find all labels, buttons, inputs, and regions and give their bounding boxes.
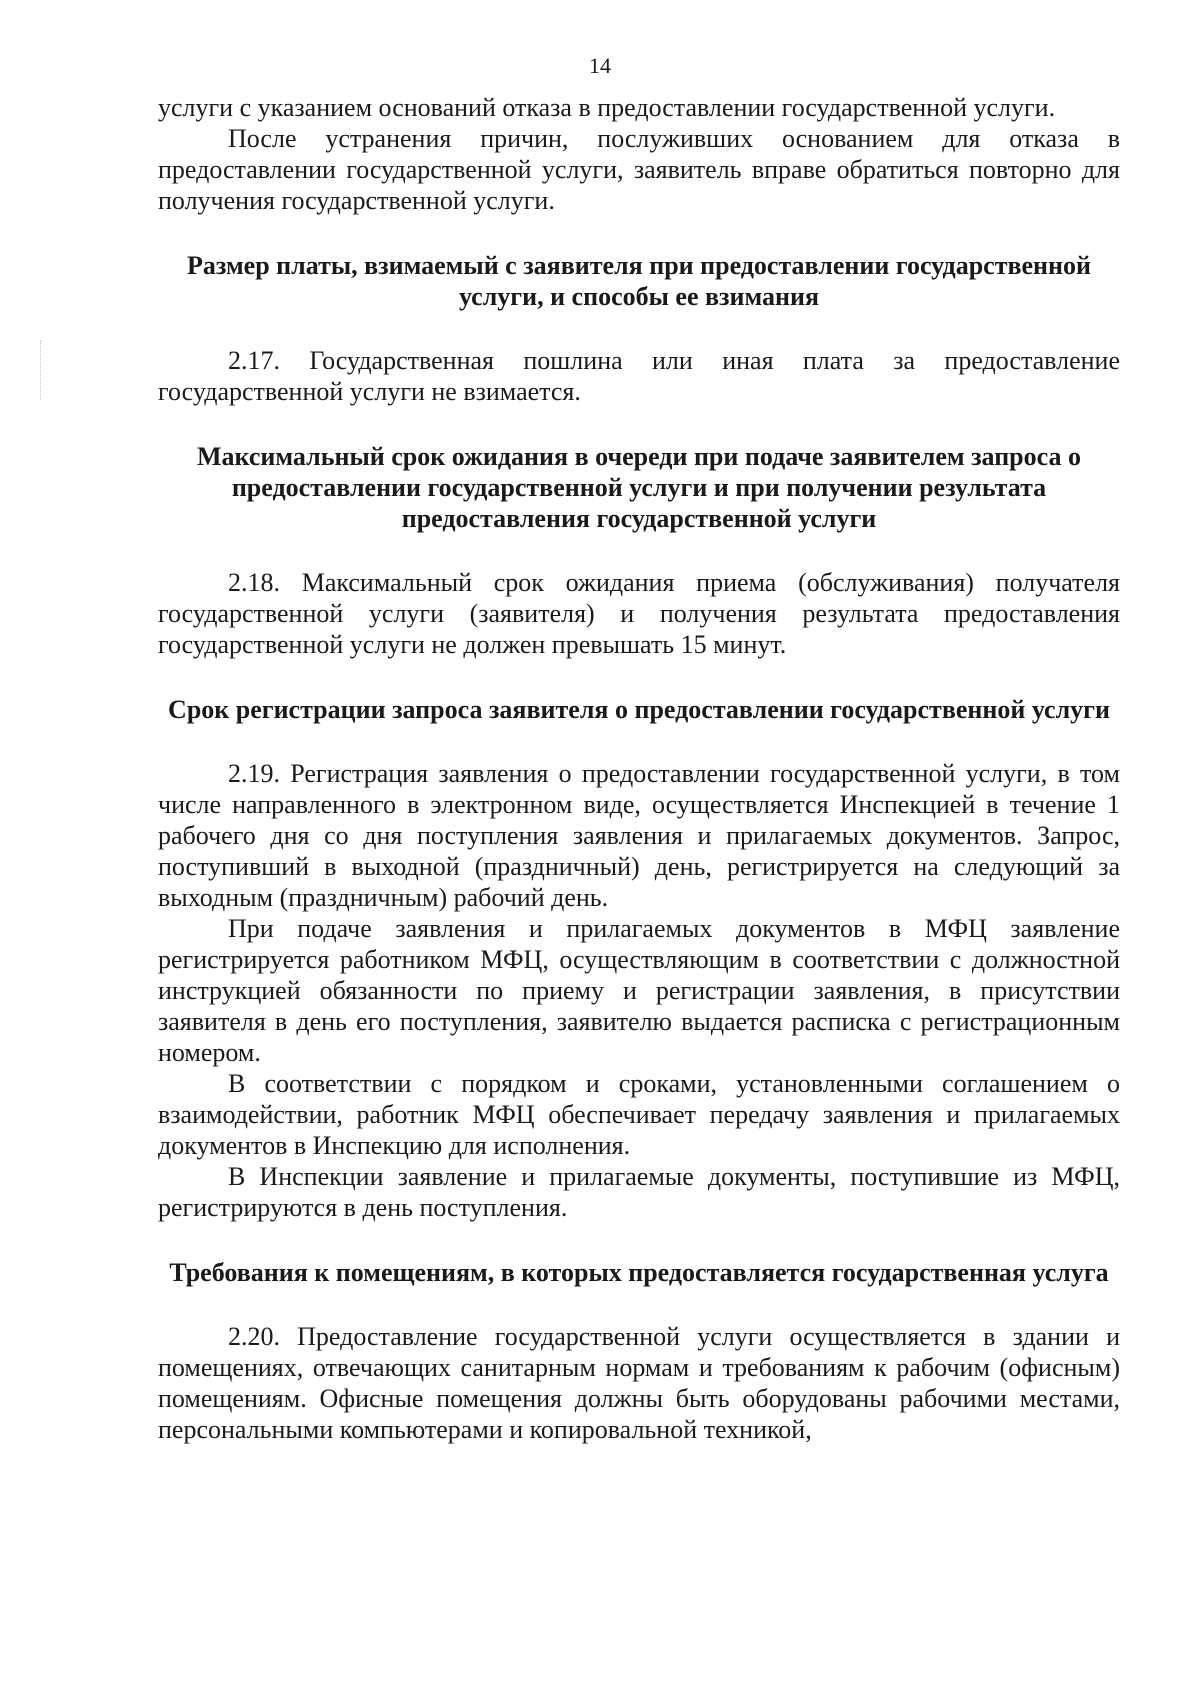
paragraph-mfc-registration: При подаче заявления и прилагаемых документов в МФЦ заявление регистрируется работником МФЦ, осуществляющим в соответствии с должностной инструкцией обязанности по приему и регистрации заявления, в присутствии заявителя в день его поступления, заявителю выдается расписка с регистрационным номером. [158,914,1120,1067]
margin-scan-marks [40,340,43,400]
heading-registration-term: Срок регистрации запроса заявителя о предоставлении государственной услуги [168,695,1110,724]
document-body [158,92,1120,1445]
paragraph-2-19: 2.19. Регистрация заявления о предоставлении государственной услуги, в том числе направленного в электронном виде, осуществляется Инспекцией в течение 1 рабочего дня со дня поступления заявления и прилагаемых документов. Запрос, поступивший в выходной (праздничный) день, регистрируется на следующий за выходным (праздничным) рабочий день. [158,759,1120,912]
heading-premises-requirements: Требования к помещениям, в которых предоставляется государственная услуга [169,1258,1109,1287]
paragraph-2-18: 2.18. Максимальный срок ожидания приема (обслуживания) получателя государственной услуги (заявителя) и получения результата предоставления государственной услуги не должен превышать 15 минут. [158,568,1120,659]
paragraph-mfc-transfer: В соответствии с порядком и сроками, установленными соглашением о взаимодействии, работник МФЦ обеспечивает передачу заявления и прилагаемых документов в Инспекцию для исполнения. [158,1069,1120,1160]
paragraph-2-20: 2.20. Предоставление государственной услуги осуществляется в здании и помещениях, отвечающих санитарным нормам и требованиям к рабочим (офисным) помещениям. Офисные помещения должны быть оборудованы рабочими местами, персональными компьютерами и копировальной техникой, [158,1322,1120,1444]
paragraph-inspection-registration: В Инспекции заявление и прилагаемые документы, поступившие из МФЦ, регистрируются в день поступления. [158,1162,1120,1222]
paragraph-2-17: 2.17. Государственная пошлина или иная плата за предоставление государственной услуги не взимается. [158,346,1120,406]
heading-fee: Размер платы, взимаемый с заявителя при предоставлении государственной услуги, и способы ее взимания [187,251,1091,311]
page-number: 14 [589,53,611,78]
heading-waiting-time: Максимальный срок ожидания в очереди при подаче заявителем запроса о предоставлении государственной услуги и при получении результата предоставления государственной услуги [196,442,1081,533]
paragraph-continuation: услуги с указанием оснований отказа в предоставлении государственной услуги. [158,93,1056,122]
paragraph-repeat-application: После устранения причин, послуживших основанием для отказа в предоставлении государственной услуги, заявитель вправе обратиться повторно для получения государственной услуги. [158,124,1120,215]
